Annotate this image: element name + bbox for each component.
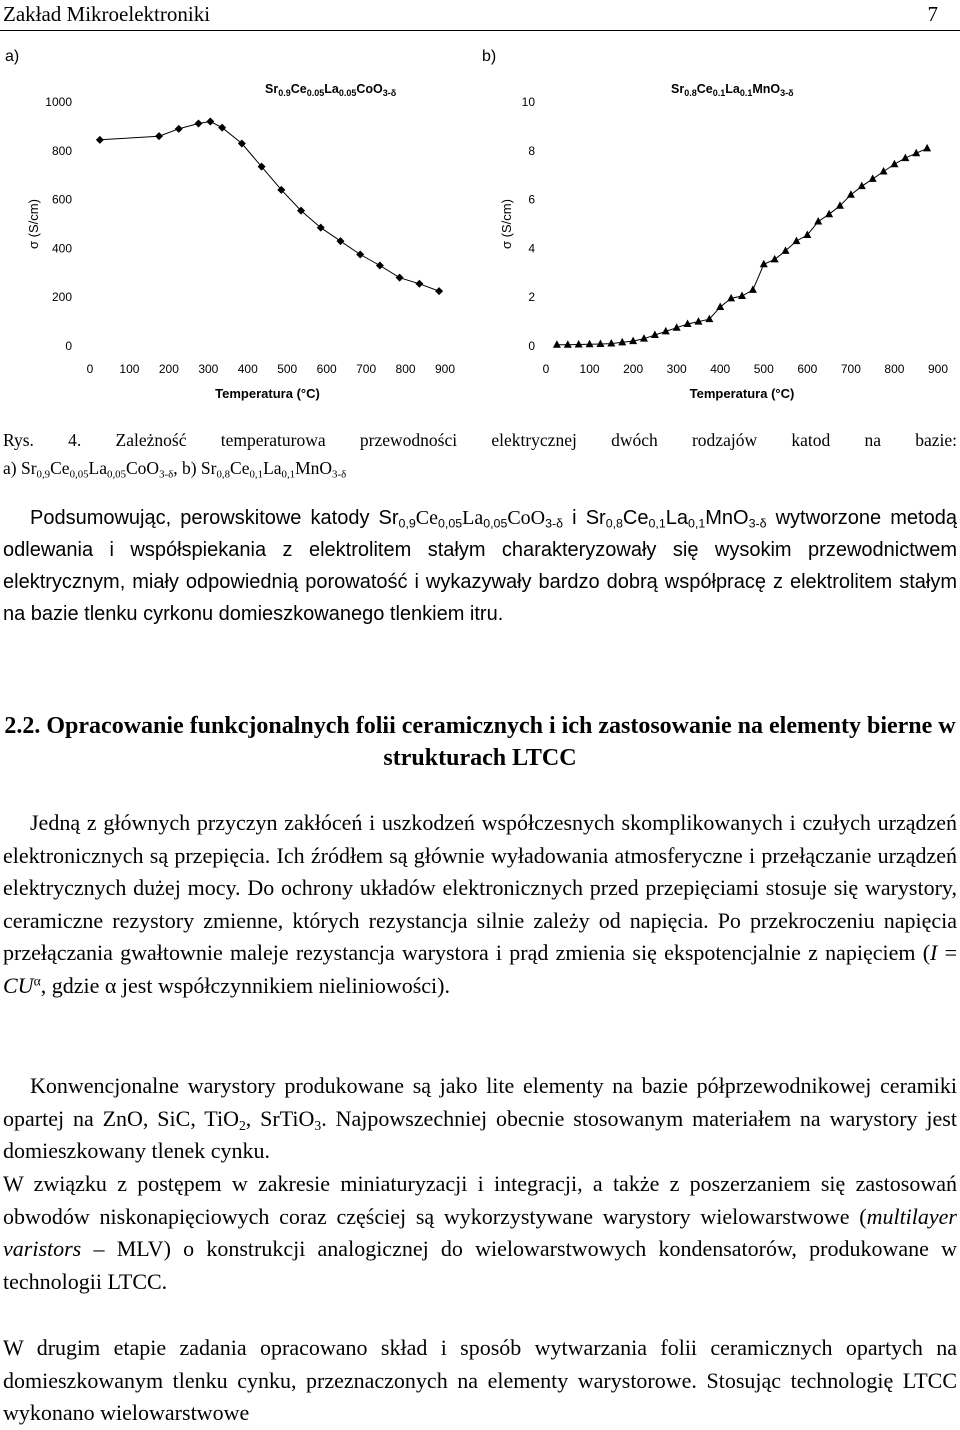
data-point: [749, 285, 757, 293]
figure-caption: Rys. 4. Zależność temperaturowa przewodności elektrycznej dwóch rodzajów katod na bazie: a) $Sr_{0,9}Ce_{0,05}La_{0,05}CoO_{3-\delta}$, b) $Sr_{0,8}Ce_{0,1}La_{0,1}MnO_{3-\delta}$: [3, 430, 957, 481]
section-title: Opracowanie funkcjonalnych folii ceramicznych i ich zastosowanie na elementy bierne w strukturach LTCC: [46, 713, 956, 771]
formula-mat1: $Sr_{0,9}Ce_{0,05}La_{0,05}CoO_{3-\delta}$: [378, 507, 564, 531]
data-point: [858, 182, 866, 190]
title-b-p4: MnO: [752, 82, 781, 96]
y-tick-label: 8: [528, 143, 535, 158]
data-point: [194, 119, 202, 127]
data-point: [814, 217, 822, 225]
caption-formula-a: $Sr_{0,9}Ce_{0,05}La_{0,05}CoO_{3-\delta}$: [20, 458, 174, 481]
title-b-p1: Sr: [671, 82, 685, 96]
x-tick-label: 700: [356, 362, 377, 376]
x-tick-label: 200: [623, 362, 644, 376]
x-tick-label: 700: [840, 362, 861, 376]
data-point: [890, 160, 898, 168]
title-a-p3: La: [324, 82, 339, 96]
x-tick-label: 400: [710, 362, 731, 376]
y-tick-label: 4: [528, 241, 535, 256]
x-tick-label: 800: [395, 362, 416, 376]
chart-a-svg: [0, 60, 470, 410]
title-b-s1: 0.8: [684, 88, 697, 98]
data-point: [923, 144, 931, 152]
x-tick-label: 300: [198, 362, 219, 376]
panel-b-label: b): [482, 48, 497, 65]
data-point: [96, 136, 104, 144]
data-point: [771, 255, 779, 263]
chart-b: [478, 60, 948, 415]
title-b-s2: 0.1: [712, 88, 726, 98]
title-a-p2: Ce: [290, 82, 307, 96]
formula-mat2: $Sr_{0,8}Ce_{0,1}La_{0,1}MnO_{3-\delta}$: [585, 507, 767, 531]
x-axis-label: Temperatura (°C): [689, 386, 795, 401]
data-point: [716, 302, 724, 310]
data-point: [782, 246, 790, 254]
y-tick-label: 6: [528, 192, 535, 207]
y-tick-label: 0: [528, 339, 535, 353]
data-point: [847, 190, 855, 198]
section-heading: [3, 710, 957, 774]
data-point: [553, 340, 561, 348]
data-point: [575, 340, 583, 348]
chart-b-title: [671, 82, 794, 98]
x-tick-label: 0: [542, 362, 550, 376]
x-axis-label: Temperatura (°C): [215, 386, 320, 401]
title-a-p4: CoO: [356, 82, 383, 96]
title-b-p3: La: [725, 82, 740, 96]
title-b-s3: 0.1: [739, 88, 753, 98]
data-point: [596, 340, 604, 348]
title-b-p2: Ce: [696, 82, 713, 96]
caption-text: Zależność temperaturowa przewodności elektrycznej dwóch rodzajów katod na bazie:: [115, 430, 957, 450]
x-tick-label: 600: [797, 362, 818, 376]
chart-b-svg: [478, 60, 948, 410]
x-tick-label: 200: [158, 362, 179, 376]
x-tick-label: 0: [86, 362, 94, 376]
data-point: [415, 280, 423, 288]
chart-a: [0, 60, 470, 415]
panel-a-label: a): [5, 48, 20, 65]
title-b-s4: 3-δ: [780, 88, 794, 98]
header-title: Zakład Mikroelektroniki: [3, 2, 211, 26]
data-point: [336, 237, 344, 245]
data-point: [825, 210, 833, 218]
data-point: [376, 261, 384, 269]
series-line: [100, 122, 439, 292]
data-point: [880, 167, 888, 175]
data-point: [564, 340, 572, 348]
data-point: [435, 287, 443, 295]
page-number: 7: [927, 2, 938, 26]
x-tick-label: 400: [237, 362, 258, 376]
x-tick-label: 300: [666, 362, 687, 376]
y-tick-label: 1000: [45, 95, 72, 109]
x-tick-label: 900: [927, 362, 948, 376]
x-tick-label: 900: [434, 362, 456, 376]
y-tick-label: 0: [65, 339, 72, 353]
y-tick-label: 600: [51, 192, 72, 207]
title-a-s4: 3-δ: [382, 88, 397, 98]
title-a-p1: Sr: [265, 82, 279, 96]
data-point: [586, 340, 594, 348]
y-axis-label: σ (S/cm): [26, 199, 41, 249]
caption-rys: Rys. 4.: [3, 430, 82, 450]
x-tick-label: 100: [119, 362, 140, 376]
x-tick-label: 100: [579, 362, 600, 376]
title-a-s1: 0.9: [278, 88, 291, 98]
section-number: 2.2.: [4, 713, 41, 739]
running-header: [0, 0, 960, 31]
data-point: [356, 251, 364, 259]
data-point: [869, 174, 877, 182]
y-tick-label: 2: [528, 290, 535, 305]
y-tick-label: 10: [521, 95, 535, 109]
y-tick-label: 200: [51, 290, 72, 305]
paragraph-miniaturization: W związku z postępem w zakresie miniaturyzacji i integracji, a także z poszerzaniem się zastosowań obwodów niskonapięciowych coraz częściej są wykorzystywane warystory wielowarstwowe (multilayer varistors – MLV) o konstrukcji analogicznej do wielowarstwowych kondensatorów, produkowane w technologii LTCC.: [3, 1171, 957, 1294]
y-tick-label: 800: [51, 143, 72, 158]
data-point: [396, 274, 404, 282]
data-point: [738, 291, 746, 299]
y-tick-label: 400: [51, 241, 72, 256]
paragraph-second-stage: W drugim etapie zadania opracowano skład i sposób wytwarzania folii ceramicznych opartych na domieszkowanym tlenku cynku, przeznaczonych na elementy warystorowe. Stosując technologię LTCC wykonano wielowarstwowe: [3, 1335, 957, 1425]
title-a-s3: 0.05: [338, 88, 357, 98]
paragraph-conventional: Konwencjonalne warystory produkowane są jako lite elementy na bazie półprzewodnikowej ceramiki opartej na ZnO, SiC, TiO$_2$, SrTiO$_3$. Najpowszechniej obecnie stosowanym materiałem na warystory jest domieszkowany tlenek cynku.: [3, 1073, 957, 1163]
x-tick-label: 600: [316, 362, 337, 376]
caption-formula-b: $Sr_{0,8}Ce_{0,1}La_{0,1}MnO_{3-\delta}$: [200, 458, 347, 481]
data-point: [155, 132, 163, 140]
data-point: [792, 237, 800, 245]
x-tick-label: 800: [884, 362, 905, 376]
data-point: [175, 125, 183, 133]
x-tick-label: 500: [753, 362, 774, 376]
paragraph-overvoltage: Jedną z głównych przyczyn zakłóceń i uszkodzeń współczesnych skomplikowanych i czułych urządzeń elektronicznych są przepięcia. Ich źródłem są głównie wyładowania atmosferyczne i przełączanie urządzeń elektrycznych dużej mocy. Do ochrony układów elektronicznych przed przepięciami stosuje się warystory, ceramiczne rezystory zmienne, których rezystancja silnie zależy od napięcia. Po przekroczeniu napięcia przełączania gwałtownie maleje rezystancja warystora i prąd zmienia się ekspotencjalnie z napięciem ($I = CU^\alpha$, gdzie α jest współczynnikiem nieliniowości).: [3, 810, 957, 998]
y-axis-label: σ (S/cm): [499, 199, 514, 249]
paragraph-summary: Podsumowując, perowskitowe katody $Sr_{0,9}Ce_{0,05}La_{0,05}CoO_{3-\delta}$ i $Sr_{0,8}Ce_{0,1}La_{0,1}MnO_{3-\delta}$ wytworzone metodą odlewania i współspiekania z elektrolitem stałym charakteryzowały się wysokim przewodnictwem elektrycznym, miały odpowiednią porowatość i wykazywały bardzo dobrą współpracę z elektrolitem stałym na bazie tlenku cyrkonu domieszkowanego tlenkiem itru.: [3, 507, 957, 625]
title-a-s2: 0.05: [306, 88, 325, 98]
data-point: [206, 118, 214, 126]
x-tick-label: 500: [277, 362, 298, 376]
chart-a-title: [265, 82, 397, 98]
